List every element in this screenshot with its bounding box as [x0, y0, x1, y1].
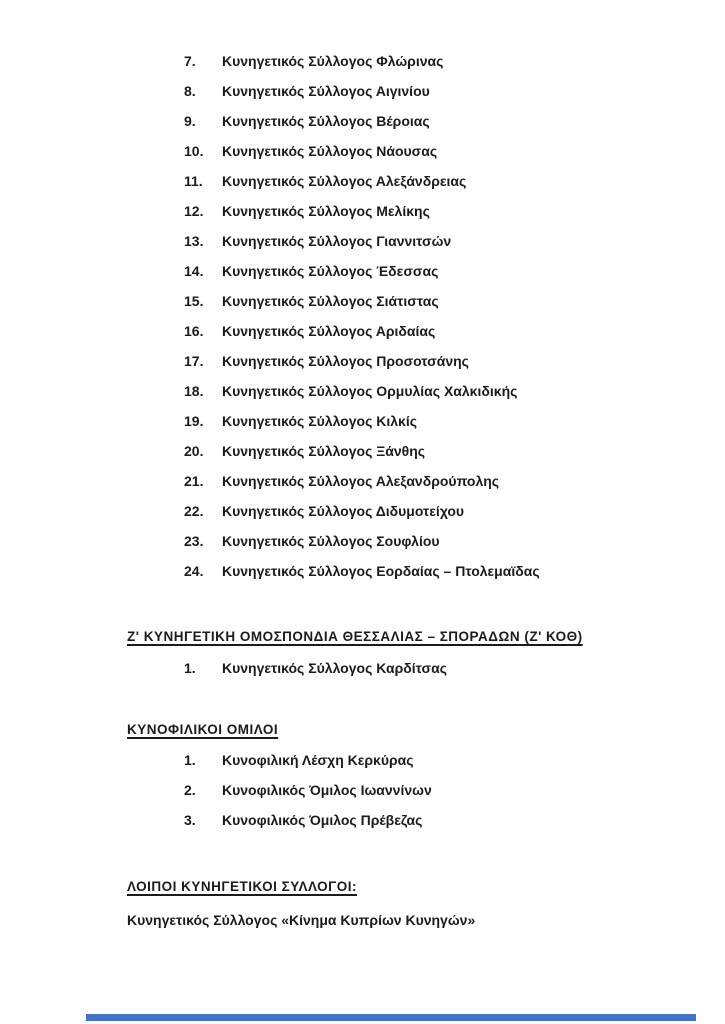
- list-item-label: Κυνοφιλικός Όμιλος Πρέβεζας: [222, 812, 423, 828]
- hunting-clubs-list-continued: [0, 46, 725, 586]
- list-item-label: Κυνηγετικός Σύλλογος Αλεξανδρούπολης: [222, 473, 500, 489]
- list-item-label: Κυνηγετικός Σύλλογος Αλεξάνδρειας: [222, 173, 467, 189]
- list-item-number: 2.: [184, 782, 196, 798]
- list-item: [0, 106, 725, 136]
- list-item-label: Κυνηγετικός Σύλλογος Σουφλίου: [222, 533, 440, 549]
- list-item-label: Κυνηγετικός Σύλλογος Ξάνθης: [222, 443, 426, 459]
- list-item: [0, 286, 725, 316]
- list-item-label: Κυνηγετικός Σύλλογος Αιγινίου: [222, 83, 430, 99]
- list-item-label: Κυνηγετικός Σύλλογος Σιάτιστας: [222, 293, 439, 309]
- list-item-number: 12.: [184, 203, 204, 219]
- list-item: [0, 496, 725, 526]
- list-item: [0, 76, 725, 106]
- list-item: [0, 136, 725, 166]
- list-item: [0, 46, 725, 76]
- list-item-number: 15.: [184, 293, 204, 309]
- list-item-number: 19.: [184, 413, 204, 429]
- section-heading-other-hunting-clubs: ΛΟΙΠΟΙ ΚΥΝΗΓΕΤΙΚΟΙ ΣΥΛΛΟΓΟΙ:: [127, 879, 358, 894]
- list-item-number: 7.: [184, 53, 196, 69]
- list-item-number: 23.: [184, 533, 204, 549]
- list-item-number: 17.: [184, 353, 204, 369]
- list-item-number: 21.: [184, 473, 204, 489]
- list-item-label: Κυνηγετικός Σύλλογος Διδυμοτείχου: [222, 503, 465, 519]
- list-item-number: 8.: [184, 83, 196, 99]
- list-item-label: Κυνηγετικός Σύλλογος Κιλκίς: [222, 413, 418, 429]
- list-item-number: 18.: [184, 383, 204, 399]
- list-item: [0, 376, 725, 406]
- list-item: [0, 466, 725, 496]
- list-item: [0, 653, 725, 683]
- list-item: [0, 775, 725, 805]
- footer-accent-bar: [86, 1014, 696, 1021]
- list-item: [0, 256, 725, 286]
- thessaly-clubs-list: [0, 653, 725, 683]
- list-item-label: Κυνηγετικός Σύλλογος Φλώρινας: [222, 53, 444, 69]
- list-item: [0, 226, 725, 256]
- list-item: [0, 526, 725, 556]
- list-item-number: 24.: [184, 563, 204, 579]
- list-item-label: Κυνηγετικός Σύλλογος Έδεσσας: [222, 263, 439, 279]
- list-item: [0, 556, 725, 586]
- list-item-label: Κυνηγετικός Σύλλογος Ορμυλίας Χαλκιδικής: [222, 383, 518, 399]
- list-item-label: Κυνηγετικός Σύλλογος Μελίκης: [222, 203, 430, 219]
- list-item-number: 20.: [184, 443, 204, 459]
- list-item-label: Κυνηγετικός Σύλλογος Αριδαίας: [222, 323, 436, 339]
- list-item-label: Κυνοφιλικός Όμιλος Ιωαννίνων: [222, 782, 432, 798]
- list-item-label: Κυνηγετικός Σύλλογος Γιαννιτσών: [222, 233, 452, 249]
- list-item-number: 10.: [184, 143, 204, 159]
- list-item-label: Κυνηγετικός Σύλλογος Προσοτσάνης: [222, 353, 469, 369]
- list-item: [0, 406, 725, 436]
- list-item-number: 22.: [184, 503, 204, 519]
- section-heading-thessaly-federation: Ζ' ΚΥΝΗΓΕΤΙΚΗ ΟΜΟΣΠΟΝΔΙΑ ΘΕΣΣΑΛΙΑΣ – ΣΠΟΡΑΔΩΝ (Ζ' ΚΟΘ): [127, 629, 583, 644]
- list-item: [0, 436, 725, 466]
- list-item-number: 16.: [184, 323, 204, 339]
- list-item: [0, 316, 725, 346]
- list-item-number: 11.: [184, 173, 203, 189]
- list-item-number: 1.: [184, 660, 196, 676]
- list-item-label: Κυνηγετικός Σύλλογος Νάουσας: [222, 143, 438, 159]
- list-item-number: 3.: [184, 812, 196, 828]
- list-item: [0, 805, 725, 835]
- list-item-number: 14.: [184, 263, 204, 279]
- list-item-number: 13.: [184, 233, 204, 249]
- list-item: [0, 745, 725, 775]
- list-item-label: Κυνηγετικός Σύλλογος Εορδαίας – Πτολεμαϊδας: [222, 563, 540, 579]
- list-item: [0, 346, 725, 376]
- list-item-number: 9.: [184, 113, 196, 129]
- list-item: [0, 196, 725, 226]
- list-item-number: 1.: [184, 752, 196, 768]
- section-heading-kennel-clubs: ΚΥΝΟΦΙΛΙΚΟΙ ΟΜΙΛΟΙ: [127, 722, 279, 737]
- list-item-label: Κυνοφιλική Λέσχη Κερκύρας: [222, 752, 414, 768]
- kennel-clubs-list: [0, 745, 725, 835]
- list-item-label: Κυνηγετικός Σύλλογος Βέροιας: [222, 113, 430, 129]
- list-item: [0, 166, 725, 196]
- other-hunting-club-paragraph: Κυνηγετικός Σύλλογος «Κίνημα Κυπρίων Κυνηγών»: [127, 912, 476, 928]
- list-item-label: Κυνηγετικός Σύλλογος Καρδίτσας: [222, 660, 447, 676]
